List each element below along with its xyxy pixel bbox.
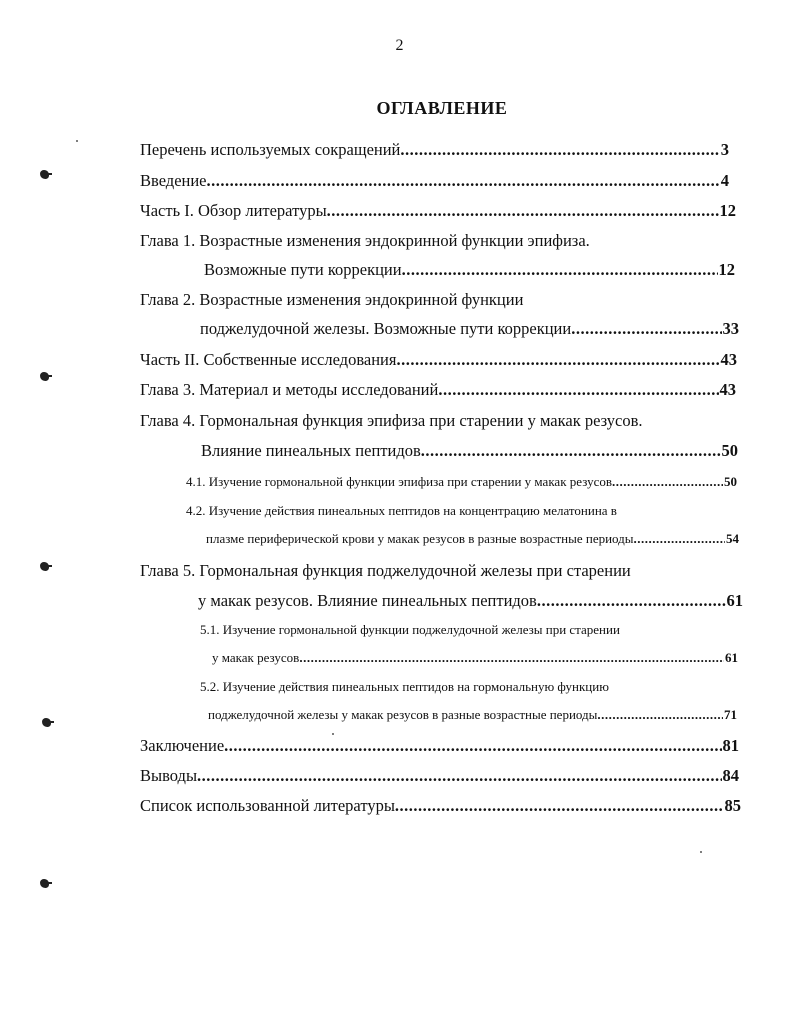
- scan-speck: [332, 733, 334, 735]
- toc-entry-text: у макак резусов: [212, 650, 300, 665]
- toc-entry-text: Глава 2. Возрастные изменения эндокринной функции: [140, 290, 524, 309]
- toc-entry-text: 4.1. Изучение гормональной функции эпифиза при старении у макак резусов: [186, 474, 612, 489]
- toc-entry-text: Перечень используемых сокращений: [140, 140, 401, 159]
- toc-entry-page: 71: [724, 707, 737, 722]
- toc-entry-text: Возможные пути коррекции: [204, 260, 402, 279]
- toc-entry-section-5-1[interactable]: [200, 622, 620, 640]
- toc-leader: [571, 319, 721, 339]
- toc-entry-references[interactable]: [140, 796, 741, 818]
- binder-hole-mark: [40, 562, 49, 571]
- toc-entry-chapter-1[interactable]: [140, 231, 590, 253]
- toc-leader: [438, 380, 718, 400]
- toc-entry-page: 61: [726, 591, 743, 610]
- page-number: 2: [395, 37, 404, 54]
- binder-hole-mark: [40, 879, 49, 888]
- toc-entry-text: Влияние пинеальных пептидов: [201, 441, 421, 460]
- toc-entry-page: 4: [720, 171, 729, 190]
- toc-entry-chapter-4[interactable]: [140, 411, 643, 433]
- toc-entry-page: 3: [720, 140, 729, 159]
- toc-entry-text: Введение: [140, 171, 207, 190]
- toc-title: ОГЛАВЛЕНИЕ: [376, 98, 508, 118]
- toc-entry-chapter-3[interactable]: [140, 380, 736, 402]
- toc-entry-section-4-1[interactable]: [186, 474, 737, 492]
- toc-leader: [421, 441, 721, 461]
- toc-leader: [634, 531, 725, 547]
- toc-entry-introduction[interactable]: [140, 171, 729, 193]
- toc-leader: [537, 591, 726, 611]
- binder-hole-mark: [42, 718, 51, 727]
- toc-entry-section-5-1-cont[interactable]: [212, 650, 738, 668]
- toc-entry-text: 5.2. Изучение действия пинеальных пептидов на гормональную функцию: [200, 679, 609, 694]
- toc-entry-section-4-2-cont[interactable]: [206, 531, 739, 549]
- toc-entry-page: 12: [719, 201, 736, 220]
- toc-entry-text: Заключение: [140, 736, 225, 755]
- toc-entry-text: Глава 3. Материал и методы исследований: [140, 380, 439, 399]
- toc-entry-text: Выводы: [140, 766, 198, 785]
- toc-entry-chapter-4-cont[interactable]: [201, 441, 738, 463]
- toc-entry-conclusion[interactable]: [140, 736, 739, 758]
- toc-leader: [327, 201, 719, 221]
- toc-entry-findings[interactable]: [140, 766, 739, 788]
- toc-leader: [395, 796, 724, 816]
- toc-entry-chapter-1-cont[interactable]: [204, 260, 735, 282]
- toc-entry-text: поджелудочной железы у макак резусов в разные возрастные периоды: [208, 707, 598, 722]
- toc-entry-text: Список использованной литературы: [140, 796, 395, 815]
- toc-leader: [400, 140, 719, 160]
- toc-entry-chapter-5[interactable]: [140, 561, 631, 583]
- toc-entry-text: 5.1. Изучение гормональной функции поджелудочной железы при старении: [200, 622, 620, 637]
- toc-leader: [207, 171, 720, 191]
- toc-leader: [224, 736, 721, 756]
- toc-entry-text: Часть I. Обзор литературы: [140, 201, 327, 220]
- toc-leader: [197, 766, 721, 786]
- toc-entry-page: 61: [725, 650, 738, 665]
- toc-leader: [402, 260, 718, 280]
- toc-entry-text: 4.2. Изучение действия пинеальных пептидов на концентрацию мелатонина в: [186, 503, 617, 518]
- toc-leader: [299, 650, 724, 666]
- toc-entry-section-5-2[interactable]: [200, 679, 609, 697]
- toc-entry-page: 54: [726, 531, 739, 546]
- toc-entry-page: 12: [718, 260, 735, 279]
- toc-entry-part-2[interactable]: [140, 350, 737, 372]
- toc-entry-page: 43: [719, 380, 736, 399]
- toc-entry-text: Глава 4. Гормональная функция эпифиза при старении у макак резусов.: [140, 411, 643, 430]
- binder-hole-mark: [40, 372, 49, 381]
- toc-entry-chapter-2[interactable]: [140, 290, 523, 312]
- scan-speck: [76, 140, 78, 142]
- toc-entry-part-1[interactable]: [140, 201, 736, 223]
- toc-entry-page: 33: [722, 319, 739, 338]
- toc-entry-chapter-2-cont[interactable]: [200, 319, 739, 341]
- toc-entry-page: 50: [724, 474, 737, 489]
- toc-leader: [612, 474, 723, 490]
- toc-entry-page: 84: [722, 766, 739, 785]
- toc-leader: [396, 350, 719, 370]
- toc-entry-text: Часть II. Собственные исследования: [140, 350, 397, 369]
- toc-entry-text: поджелудочной железы. Возможные пути коррекции: [200, 319, 572, 338]
- toc-entry-section-4-2[interactable]: [186, 503, 617, 521]
- toc-entry-section-5-2-cont[interactable]: [208, 707, 737, 725]
- toc-entry-abbreviations[interactable]: [140, 140, 729, 162]
- toc-entry-text: Глава 5. Гормональная функция поджелудочной железы при старении: [140, 561, 631, 580]
- scan-speck: [700, 851, 702, 853]
- toc-entry-page: 43: [720, 350, 737, 369]
- toc-entry-text: Глава 1. Возрастные изменения эндокринной функции эпифиза.: [140, 231, 590, 250]
- toc-leader: [597, 707, 723, 723]
- toc-entry-text: плазме периферической крови у макак резусов в разные возрастные периоды: [206, 531, 634, 546]
- toc-entry-page: 81: [722, 736, 739, 755]
- toc-entry-page: 85: [724, 796, 741, 815]
- toc-entry-page: 50: [721, 441, 738, 460]
- toc-entry-chapter-5-cont[interactable]: [198, 591, 743, 613]
- binder-hole-mark: [40, 170, 49, 179]
- toc-entry-text: у макак резусов. Влияние пинеальных пептидов: [198, 591, 537, 610]
